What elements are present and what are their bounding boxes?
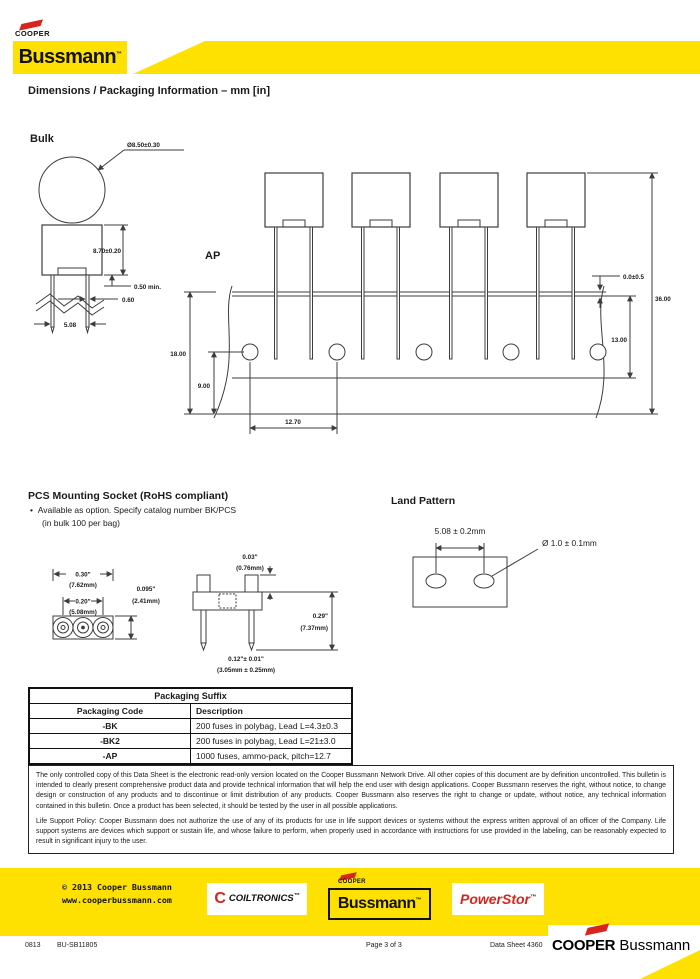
ap-total-height-dim: 36.00	[655, 296, 671, 303]
page-header	[0, 0, 700, 80]
socket-width-mm: (7.62mm)	[69, 582, 97, 589]
socket-lip-mm: (0.76mm)	[236, 565, 264, 572]
socket-side-view	[193, 566, 338, 650]
land-hole-dia-dim: Ø 1.0 ± 0.1mm	[542, 538, 597, 548]
cell-description: 200 fuses in polybag, Lead L=4.3±0.3	[191, 719, 353, 734]
cooper-flag-icon	[585, 923, 609, 935]
bussmann-logo-frame	[328, 888, 431, 920]
bulk-label: Bulk	[30, 133, 54, 145]
trademark-symbol: ™	[293, 893, 300, 900]
cell-code: -BK2	[29, 734, 191, 749]
cooper-logo-text: COOPER	[338, 879, 366, 885]
copyright-line: © 2013 Cooper Bussmann	[62, 882, 172, 892]
document-code: BU-SB11805	[57, 942, 98, 949]
dimension-drawing-bulk-ap	[0, 118, 700, 463]
cooper-text: COOPER	[552, 937, 616, 954]
table-title-row	[29, 688, 352, 704]
socket-width-in: 0.30"	[75, 571, 91, 579]
socket-height-mm: (2.41mm)	[132, 598, 160, 605]
col-header-code: Packaging Code	[29, 704, 191, 719]
bulk-lead-dia-dim: 0.60	[122, 297, 135, 304]
trademark-symbol: ™	[415, 897, 422, 904]
header-yellow-band	[127, 41, 700, 74]
socket-height-in: 0.095"	[136, 586, 156, 593]
table-row	[29, 719, 352, 734]
dimension-drawing-socket-land	[0, 487, 700, 682]
socket-pitch-in: 0.20"	[75, 598, 91, 606]
socket-top-view	[53, 569, 137, 639]
col-header-description: Description	[191, 704, 353, 719]
copyright-block	[62, 881, 172, 907]
coiltronics-logo-text: COILTRONICS™	[228, 893, 300, 905]
table-row	[29, 749, 352, 765]
cell-code: -AP	[29, 749, 191, 765]
legal-disclaimer-box	[28, 765, 674, 854]
socket-pin-in: 0.12"± 0.01"	[228, 656, 264, 663]
powerstor-logo	[452, 883, 544, 915]
legal-paragraph-controlled-copy: The only controlled copy of this Data Sheet is the electronic read-only version located on the Cooper Bussmann Network Drive. All other copies of this document are by definition uncontrolled. This bulletin is intended to clearly present comprehensive product data and provide technical information that will help the end user with design applications. Cooper Bussmann reserves the right, without notice, to change design or construction of any products and to discontinue or limit distribution of any products. Cooper Bussmann also reserves the right to change or update, without notice, any technical information contained in this bulletin. Once a product has been selected, it should be tested by the user in all possible applications.	[36, 772, 666, 810]
ap-hole-offset-dim: 9.00	[197, 383, 210, 390]
bussmann-logo	[13, 41, 127, 74]
coiltronics-logo	[207, 883, 307, 915]
bulk-lead-spacing-dim: 5.08	[63, 322, 77, 329]
page-title: Dimensions / Packaging Information – mm [in]	[28, 85, 271, 97]
table-header-row	[29, 704, 352, 719]
bulk-standoff-dim: 0.50 min.	[134, 284, 161, 291]
bulk-height-dim: 8.70±0.20	[93, 248, 121, 255]
socket-note-line2: (in bulk 100 per bag)	[42, 518, 120, 528]
socket-pitch-mm: (5.08mm)	[69, 609, 97, 616]
bulk-drawing	[34, 150, 184, 333]
yellow-band-shape	[133, 41, 700, 74]
bussmann-logo-text: Bussmann™	[18, 46, 122, 68]
ap-pitch-dim: 12.70	[285, 419, 301, 426]
socket-depth-in: 0.29"	[312, 613, 328, 620]
ap-tape-width-dim: 18.00	[170, 351, 186, 358]
powerstor-logo-text: PowerStor™	[459, 891, 536, 907]
cell-description: 200 fuses in polybag, Lead L=21±3.0	[191, 734, 353, 749]
packaging-suffix-table	[28, 687, 353, 765]
bussmann-footer-logo	[328, 872, 432, 920]
socket-section-heading: PCS Mounting Socket (RoHS compliant)	[28, 490, 229, 502]
cell-code: -BK	[29, 719, 191, 734]
socket-top-view-labels	[69, 572, 160, 617]
cooper-bussmann-corner-logo	[548, 925, 700, 979]
socket-side-view-labels	[217, 554, 328, 674]
bussmann-text: Bussmann	[619, 937, 691, 954]
trademark-symbol: ™	[116, 51, 122, 58]
website-text: www.cooperbussmann.com	[62, 895, 172, 905]
bullet: •	[30, 505, 33, 515]
land-pitch-dim: 5.08 ± 0.2mm	[434, 526, 486, 536]
bussmann-logo-text: Bussmann™	[337, 895, 422, 912]
socket-depth-mm: (7.37mm)	[300, 625, 328, 632]
cooper-bussmann-logo-text	[552, 937, 690, 954]
cooper-logo-text: COOPER	[15, 29, 50, 38]
ap-drawing	[184, 173, 658, 434]
bulk-drawing-labels	[30, 133, 161, 329]
table-title: Packaging Suffix	[29, 688, 352, 704]
land-pattern-heading: Land Pattern	[391, 495, 456, 507]
ap-protrusion-dim: 0.0±0.5	[623, 274, 644, 281]
socket-note-text1: Available as option. Specify catalog number BK/PCS	[37, 505, 237, 515]
table-row	[29, 734, 352, 749]
datasheet-number: Data Sheet 4360	[490, 942, 543, 949]
land-pattern-labels	[435, 526, 597, 548]
ap-seat-height-dim: 13.00	[611, 337, 627, 344]
coiltronics-c-icon: C	[214, 890, 226, 907]
socket-lip-in: 0.03"	[242, 554, 258, 561]
cell-description: 1000 fuses, ammo-pack, pitch=12.7	[191, 749, 353, 765]
legal-paragraph-life-support: Life Support Policy: Cooper Bussmann does not authorize the use of any of its products for use in life support devices or systems without the express written approval of an officer of the Company. Life support systems are devices which support or sustain life, and whose failure to perform, when properly used in accordance with instructions for use provided in the labeling, can be reasonably expected to result in significant injury to the user.	[36, 817, 666, 846]
ap-label: AP	[205, 250, 221, 262]
bulk-diameter-dim: Ø8.50±0.30	[127, 142, 160, 149]
land-pattern-drawing	[413, 543, 538, 607]
date-code: 0813	[25, 942, 41, 949]
wedge-shape	[640, 950, 700, 979]
page-number: Page 3 of 3	[366, 942, 402, 949]
trademark-symbol: ™	[530, 894, 536, 901]
socket-pin-mm: (3.05mm ± 0.25mm)	[216, 667, 276, 674]
